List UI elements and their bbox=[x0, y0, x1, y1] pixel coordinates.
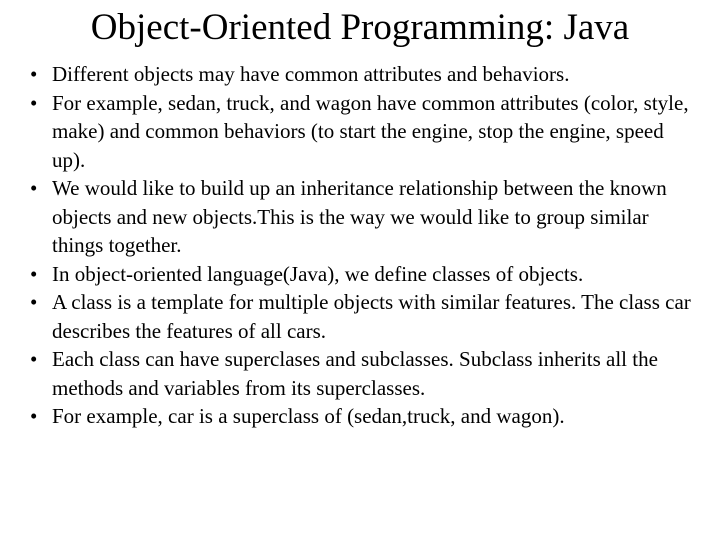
bullet-item bbox=[30, 260, 700, 289]
bullet-text: A class is a template for multiple objects with similar features. The class car describes the features of all cars. bbox=[52, 290, 691, 343]
bullet-item bbox=[30, 89, 700, 175]
bullet-item bbox=[30, 345, 700, 402]
bullet-list bbox=[30, 60, 700, 431]
bullet-icon: • bbox=[30, 62, 38, 86]
bullet-icon: • bbox=[30, 347, 38, 371]
bullet-text: In object-oriented language(Java), we define classes of objects. bbox=[52, 261, 584, 286]
bullet-text: Different objects may have common attributes and behaviors. bbox=[52, 62, 570, 86]
bullet-icon: • bbox=[30, 261, 38, 286]
bullet-icon: • bbox=[30, 90, 38, 115]
bullet-icon: • bbox=[30, 404, 38, 428]
bullet-item bbox=[30, 288, 700, 345]
bullet-item bbox=[30, 174, 700, 260]
bullet-text: For example, car is a superclass of (sedan,truck, and wagon). bbox=[52, 404, 565, 428]
bullet-text: Each class can have superclases and subclasses. Subclass inherits all the methods and variables from its superclasses. bbox=[52, 347, 658, 400]
slide-title: Object-Oriented Programming: Java bbox=[90, 7, 630, 48]
bullet-item bbox=[30, 402, 700, 431]
bullet-text: We would like to build up an inheritance relationship between the known objects and new objects.This is the way we would like to group similar things together. bbox=[52, 176, 667, 257]
bullet-item bbox=[30, 60, 700, 89]
bullet-icon: • bbox=[30, 290, 38, 314]
bullet-icon: • bbox=[30, 176, 38, 200]
bullet-text: For example, sedan, truck, and wagon have common attributes (color, style, make) and common behaviors (to start the engine, stop the engine, speed up). bbox=[52, 90, 689, 172]
